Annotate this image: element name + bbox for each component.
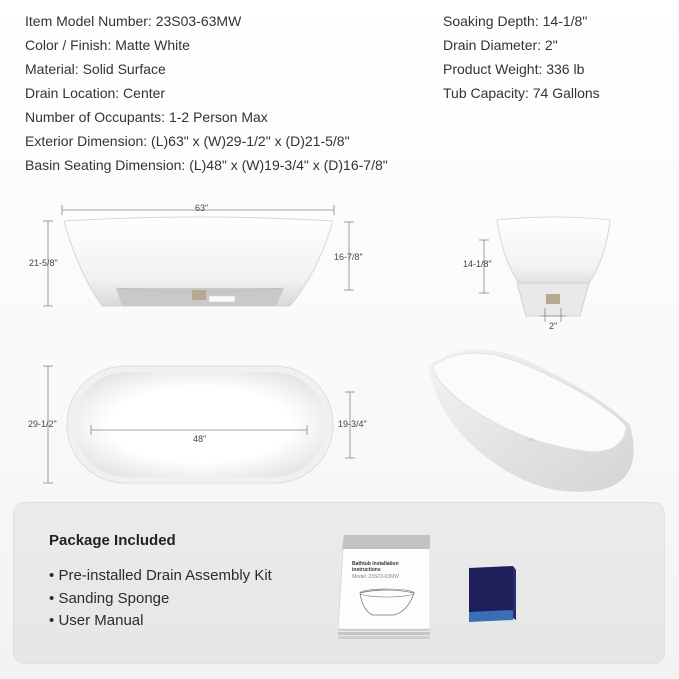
manual-title-line2: instructions	[352, 567, 381, 573]
side-view-tub	[43, 205, 354, 306]
manual-title-line1: Bathtub installation	[352, 561, 399, 567]
package-title: Package Included	[49, 532, 176, 549]
bullet-icon: •	[49, 590, 55, 607]
package-item-sponge	[49, 590, 169, 607]
spec-product-weight: Product Weight: 336 lb	[443, 61, 585, 77]
dim-end-drain: 2"	[549, 321, 558, 331]
bullet-icon: •	[49, 567, 55, 584]
package-item-label: Pre-installed Drain Assembly Kit	[58, 567, 272, 584]
manual-subtitle: Model: 23S03-63MW	[352, 574, 399, 580]
spec-soaking-depth: Soaking Depth: 14-1/8"	[443, 13, 588, 29]
end-view-tub	[479, 217, 610, 322]
spec-drain-location: Drain Location: Center	[25, 85, 166, 101]
spec-drain-diameter: Drain Diameter: 2"	[443, 37, 558, 53]
package-item-drain-kit	[49, 567, 272, 584]
dim-side-inner-depth: 16-7/8"	[334, 252, 363, 262]
dim-top-inner-width: 19-3/4"	[338, 419, 367, 429]
spec-color-finish: Color / Finish: Matte White	[25, 37, 190, 53]
top-view-tub	[43, 366, 355, 483]
dim-side-length: 63"	[195, 203, 209, 213]
sanding-sponge-image	[463, 562, 523, 632]
package-item-manual	[49, 612, 143, 629]
bullet-icon: •	[49, 612, 55, 629]
dim-side-height: 21-5/8"	[29, 258, 58, 268]
spec-tub-capacity: Tub Capacity: 74 Gallons	[443, 85, 600, 101]
spec-occupants: Number of Occupants: 1-2 Person Max	[25, 109, 268, 125]
spec-basin-dimension: Basin Seating Dimension: (L)48" x (W)19-3/4" x (D)16-7/8"	[25, 157, 388, 173]
dim-top-inner-length: 48"	[193, 434, 207, 444]
spec-model-number: Item Model Number: 23S03-63MW	[25, 13, 242, 29]
package-item-label: User Manual	[58, 612, 144, 629]
perspective-view-tub	[428, 349, 634, 491]
package-item-label: Sanding Sponge	[58, 590, 170, 607]
spec-exterior-dimension: Exterior Dimension: (L)63" x (W)29-1/2" x (D)21-5/8"	[25, 133, 350, 149]
package-panel	[13, 502, 665, 664]
spec-material: Material: Solid Surface	[25, 61, 166, 77]
user-manual-booklet	[338, 535, 430, 643]
dim-top-width: 29-1/2"	[28, 419, 57, 429]
dim-end-soaking: 14-1/8"	[463, 259, 492, 269]
